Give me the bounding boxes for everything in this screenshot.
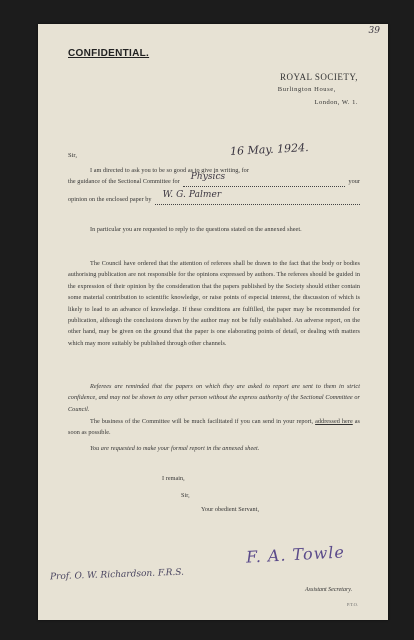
intro-line-2 <box>68 172 360 187</box>
document-page <box>38 24 388 620</box>
printer-mark: P.T.O. <box>347 602 359 607</box>
closing-remain: I remain, <box>162 475 185 482</box>
address-line-1: ROYAL SOCIETY, <box>279 72 358 82</box>
paragraph-council: The Council have ordered that the attention of referees shall be drawn to the fact that the body or bodies authorising publication are not responsible for the opinions expressed by authors. The referees should be guided in the expression of their opinion by the consideration that the papers published by the Society should either contain some material contribution to scientific knowledge, or raise points of especial interest, the discussion of which is likely to lead to an advance of knowledge. If these conditions are fulfilled, the paper may be recommended for publication, although the conclusions drawn by the author may not be fully established. An adverse report, on the other hand, may be given on the ground that the paper is one elaborating points of detail, or dealing with matters which may more suitably be published through other channels. <box>68 260 360 347</box>
paragraph-formal-report: You are requested to make your formal report in the annexed sheet. <box>90 445 260 452</box>
address-line-2: Burlington House, <box>277 86 336 93</box>
business-underlined: addressed here <box>315 418 353 425</box>
page-number: 39 <box>368 26 380 36</box>
closing-sir: Sir, <box>181 492 190 499</box>
paragraph-questions: In particular you are requested to reply to the questions stated on the annexed sheet. <box>90 226 302 233</box>
signatory-title: Assistant Secretary. <box>305 587 353 593</box>
handwritten-referee-note: Prof. O. W. Richardson. F.R.S. <box>49 567 185 583</box>
confidential-heading: CONFIDENTIAL. <box>68 48 150 59</box>
paragraph-confidence: Referees are reminded that the papers on which they are asked to report are sent to them in strict confidence, and may not be shown to any other person without the express authority of the Sectional Committee or Council. <box>68 383 360 413</box>
author-value: W. G. Palmer <box>162 190 222 201</box>
committee-field <box>183 172 346 187</box>
intro-line-3-pre: opinion on the enclosed paper by <box>68 196 152 203</box>
closing-servant: Your obedient Servant, <box>201 506 260 513</box>
business-post: as soon as possible. <box>68 418 360 437</box>
signature: F. A. Towle <box>245 542 346 567</box>
salutation: Sir, <box>68 152 77 159</box>
paragraph-business <box>68 416 360 439</box>
author-field <box>155 190 360 205</box>
address-line-3: London, W. 1. <box>314 99 358 106</box>
intro-line-2-post: your <box>348 178 360 185</box>
handwritten-date: 16 May. 1924. <box>229 140 309 159</box>
intro-line-1: I am directed to ask you to be so good as to give in writing, for <box>90 167 249 174</box>
committee-value: Physics <box>190 172 226 183</box>
intro-line-3 <box>68 190 360 205</box>
intro-line-2-pre: the guidance of the Sectional Committee for <box>68 178 180 185</box>
business-pre: The business of the Committee will be much facilitated if you can send in your report, <box>90 418 314 425</box>
